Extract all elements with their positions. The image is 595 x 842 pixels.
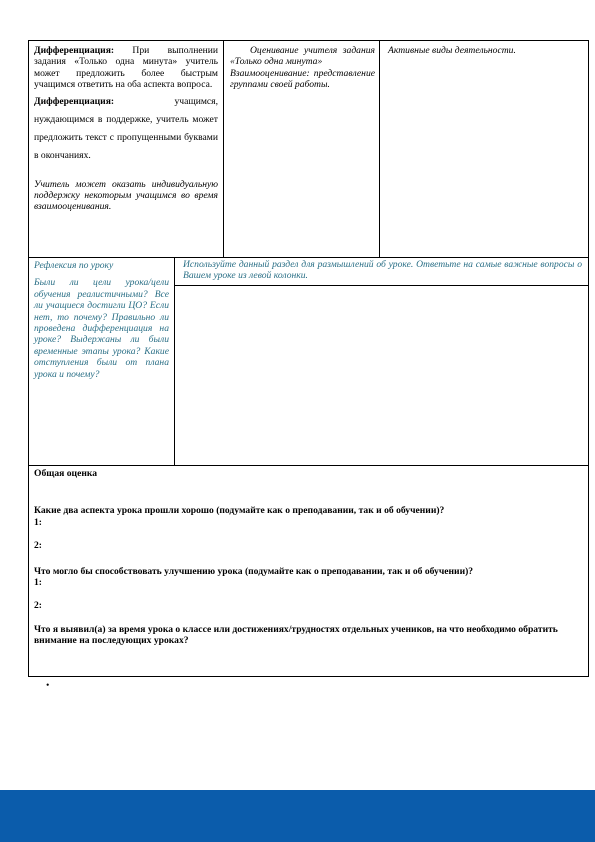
- teacher-assessment-text: Оценивание учителя задания «Только одна минута»: [230, 45, 375, 68]
- question-2-answer-1: 1:: [34, 577, 42, 589]
- question-3: Что я выявил(а) за время урока о классе или достижениях/трудностях отдельных учеников, на что необходимо обратить внимание на последующих уроках?: [34, 623, 558, 647]
- reflection-prompt-text: Используйте данный раздел для размышлений об уроке. Ответьте на самые важные вопросы о Вашем уроке из левой колонки.: [183, 259, 582, 282]
- question-2: Что могло бы способствовать улучшению урока (подумайте как о преподавании, так и об обучении)?: [34, 565, 474, 577]
- differentiation-paragraph-2: [34, 93, 218, 165]
- question-1: Какие два аспекта урока прошли хорошо (подумайте как о преподавании, так и об обучении)?: [34, 505, 445, 517]
- teacher-support-paragraph: Учитель может оказать индивидуальную поддержку некоторым учащимся во время взаимооценивания.: [34, 178, 218, 213]
- question-1-answer-2: 2:: [34, 540, 42, 552]
- active-activities-text: Активные виды деятельности.: [388, 45, 516, 56]
- reflection-questions: Были ли цели урока/цели обучения реалистичными? Все ли учащиеся достигли ЦО? Если нет, то почему? Правильно ли проведена дифференциация на уроке? Выдержаны ли были временные этапы урока? Какие отступления были от плана урока и почему?: [34, 277, 169, 380]
- reflection-title: Рефлексия по уроку: [34, 260, 114, 271]
- row1-col1-cell: [28, 40, 224, 258]
- overall-assessment-title: Общая оценка: [34, 468, 98, 479]
- differentiation-paragraph-1: [34, 45, 218, 91]
- row1-col3-cell: [379, 40, 589, 258]
- bullet-mark: •: [46, 680, 50, 691]
- question-2-answer-2: 2:: [34, 600, 42, 612]
- differentiation-text-2: учащимся, нуждающимся в поддержке, учитель может предложить текст с пропущенными буквами в окончаниях.: [34, 95, 218, 161]
- overall-assessment-cell: [28, 465, 589, 677]
- reflection-prompt-cell: [174, 257, 589, 286]
- differentiation-label-2: Дифференциация:: [34, 95, 115, 107]
- reflection-answer-area: [174, 285, 589, 466]
- differentiation-label-1: Дифференциация:: [34, 45, 115, 56]
- peer-assessment-text: Взаимооценивание: представление группами своей работы.: [230, 67, 375, 91]
- question-1-answer-1: 1:: [34, 516, 42, 528]
- reflection-left-cell: [28, 257, 175, 466]
- footer-bar: [0, 790, 595, 842]
- row1-col2-cell: [223, 40, 380, 258]
- differentiation-text-1: При выполнении задания «Только одна минута» учитель может предложить более быстрым учащимся ответить на оба аспекта вопроса.: [34, 45, 218, 91]
